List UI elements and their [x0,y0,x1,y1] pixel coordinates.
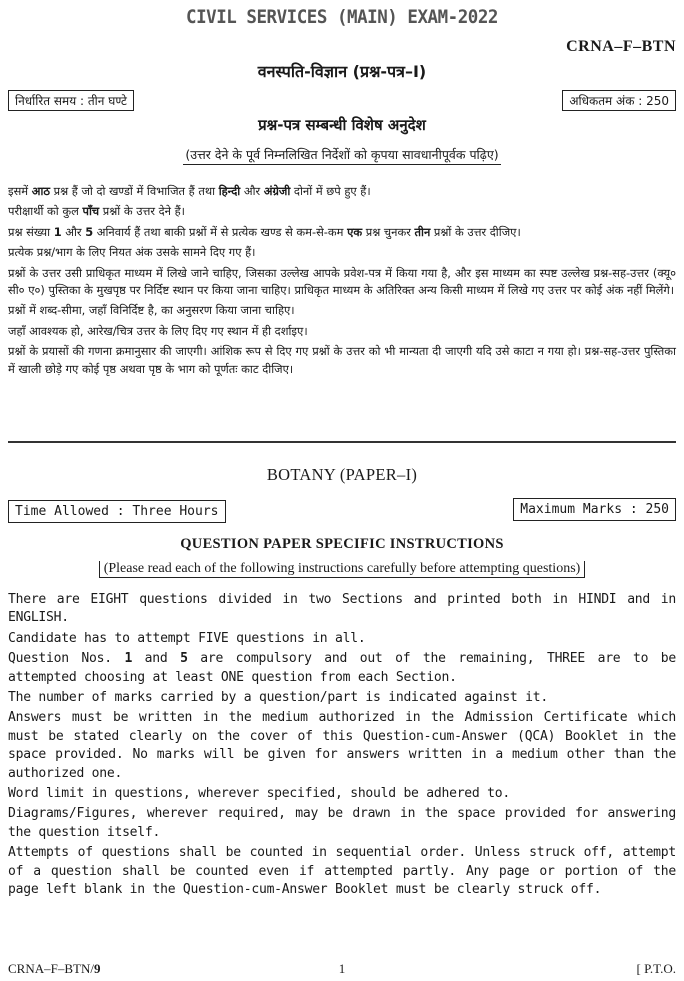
hindi-time-box: निर्धारित समय : तीन घण्टे [8,90,134,111]
section-divider [8,441,676,443]
english-title: BOTANY (PAPER–I) [266,465,418,484]
hindi-instruction-6: प्रश्नों में शब्द-सीमा, जहाँ विनिर्दिष्ट है, का अनुसरण किया जाना चाहिए। [8,303,295,318]
hindi-instructions-heading: प्रश्न-पत्र सम्बन्धी विशेष अनुदेश [258,116,426,134]
page-number: 1 [338,961,346,976]
english-marks-box: Maximum Marks : 250 [513,498,676,521]
english-instructions-heading: QUESTION PAPER SPECIFIC INSTRUCTIONS [180,536,504,552]
english-instruction-6: Word limit in questions, wherever specified, should be adhered to. [8,786,510,802]
hindi-instruction-4: प्रत्येक प्रश्न/भाग के लिए नियत अंक उसके सामने दिए गए हैं। [8,245,256,260]
english-instruction-5: Answers must be written in the medium authorized in the Admission Certificate which must be stated clearly on the cover of this Question-cum-Answer (QCA) Booklet in the space provided. No marks will be given for answers written in a medium other than the authorized one. [8,710,676,781]
english-instruction-1: There are EIGHT questions divided in two Sections and printed both in HINDI and in ENGLISH. [8,592,676,626]
hindi-title: वनस्पति-विज्ञान (प्रश्न-पत्र–I) [257,62,427,81]
english-time-box: Time Allowed : Three Hours [8,500,226,523]
hindi-marks-box: अधिकतम अंक : 250 [562,90,676,111]
hindi-subheading-text: (उत्तर देने के पूर्व निम्नलिखित निर्देशों को कृपया सावधानीपूर्वक पढ़िए) [183,147,500,165]
exam-stamp: CIVIL SERVICES (MAIN) EXAM-2022 [186,6,498,28]
pto-label: [ P.T.O. [636,961,676,976]
hindi-instruction-5: प्रश्नों के उत्तर उसी प्राधिकृत माध्यम में लिखे जाने चाहिए, जिसका उल्लेख आपके प्रवेश-पत्र में किया गया है, और इस माध्यम का स्पष्ट उल्लेख प्रश्न-सह-उत्तर (क्यू० सी० ए०) पुस्तिका के मुखपृष्ठ पर निर्दिष्ट स्थान पर किया जाना चाहिए। प्राधिकृत माध्यम के अतिरिक्त अन्य किसी माध्यम में लिखे गए उत्तर पर कोई अंक नहीं मिलेंगे। [8,265,676,298]
english-instruction-4: The number of marks carried by a question/part is indicated against it. [8,690,548,706]
hindi-instruction-8: प्रश्नों के प्रयासों की गणना क्रमानुसार की जाएगी। आंशिक रूप से दिए गए प्रश्नों के उत्तर को भी मान्यता दी जाएगी यदि उसे काटा न गया हो। प्रश्न-सह-उत्तर पुस्तिका में खाली छोड़े गए कोई पृष्ठ अथवा पृष्ठ के भाग को पूर्णतः काट दीजिए। [8,344,676,376]
paper-code: CRNA–F–BTN [566,38,676,55]
english-instruction-7: Diagrams/Figures, wherever required, may be drawn in the space provided for answering the question itself. [8,806,676,840]
hindi-instruction-2: परीक्षार्थी को कुल पाँच प्रश्नों के उत्तर देने हैं। [8,204,185,219]
english-instruction-3: Question Nos. 1 and 5 are compulsory and out of the remaining, THREE are to be attempted choosing at least ONE question from each Section. [8,651,677,685]
english-instruction-2: Candidate has to attempt FIVE questions in all. [8,630,366,646]
hindi-instruction-7: जहाँ आवश्यक हो, आरेख/चित्र उत्तर के लिए दिए गए स्थान में ही दर्शाइए। [8,323,308,338]
english-instructions-subheading [0,561,684,577]
hindi-instructions [8,183,676,381]
footer-code: CRNA–F–BTN/9 [8,961,101,976]
hindi-instruction-3: प्रश्न संख्या 1 और 5 अनिवार्य हैं तथा बाकी प्रश्नों में से प्रत्येक खण्ड से कम-से-कम एक प्रश्न चुनकर तीन प्रश्नों के उत्तर दीजिए। [8,224,521,239]
english-instructions [8,591,676,902]
hindi-instructions-subheading [0,146,684,163]
english-instruction-8: Attempts of questions shall be counted in sequential order. Unless struck off, attempt of a question shall be counted even if attempted partly. Any page or portion of the page left blank in the Question-cum-Answer Booklet must be clearly struck off. [8,845,676,898]
hindi-instruction-1: इसमें आठ प्रश्न हैं जो दो खण्डों में विभाजित हैं तथा हिन्दी और अंग्रेजी दोनों में छपे हुए हैं। [8,184,371,198]
english-subheading-text: (Please read each of the following instructions carefully before attempting questions) [99,561,586,578]
